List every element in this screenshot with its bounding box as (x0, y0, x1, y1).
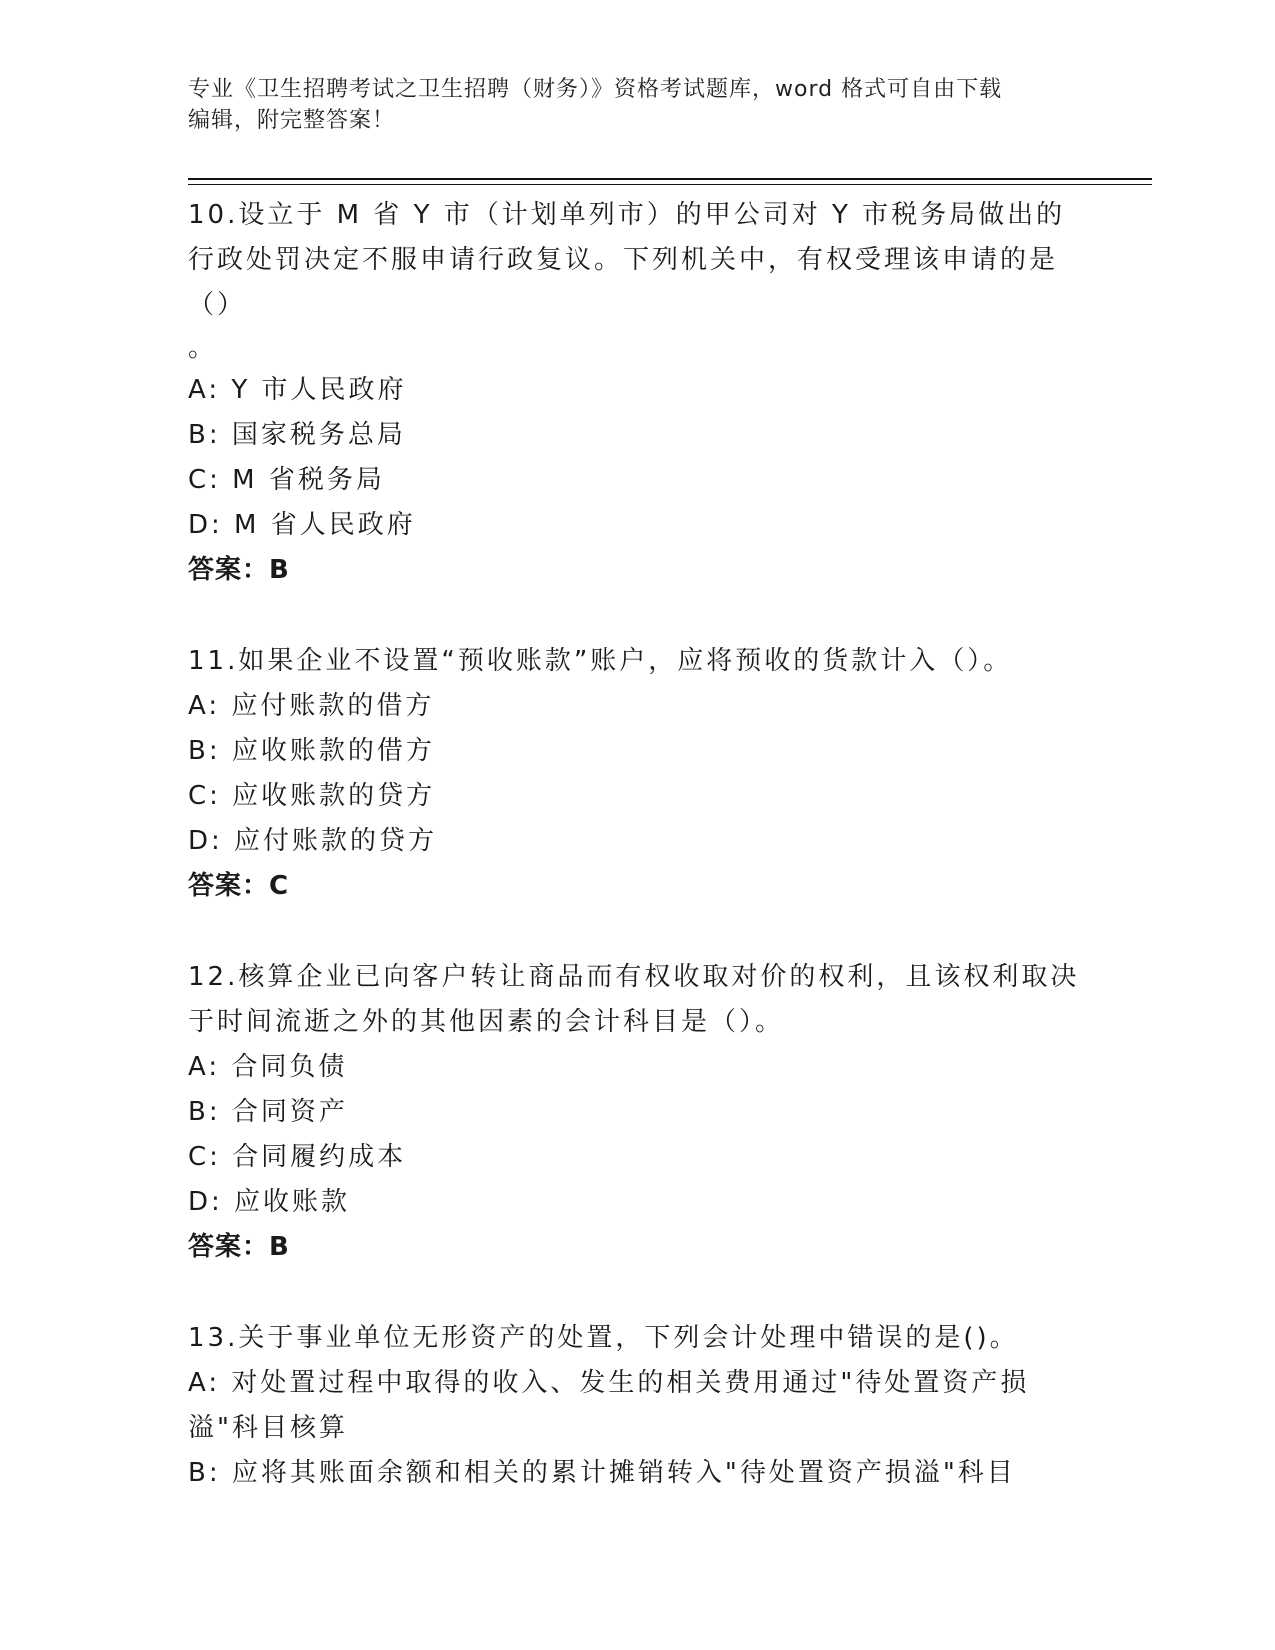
question-stem: 13.关于事业单位无形资产的处置，下列会计处理中错误的是()。 (188, 1323, 1019, 1353)
option-a: A: Y 市人民政府 (188, 375, 407, 405)
option-c: C: 应收账款的贷方 (188, 781, 436, 811)
option-a: A: 应付账款的借方 (188, 691, 435, 721)
question-stem: 12.核算企业已向客户转让商品而有权收取对价的权利，且该权利取决于时间流逝之外的其他因素的会计科目是（）。 (188, 962, 1080, 1037)
option-a: A: 对处置过程中取得的收入、发生的相关费用通过"待处置资产损溢"科目核算 (188, 1368, 1030, 1443)
question-list (188, 193, 1088, 1496)
question-stem: 11.如果企业不设置“预收账款”账户，应将预收的货款计入（）。 (188, 646, 1013, 676)
question-13 (188, 1316, 1088, 1496)
option-d: D: 应收账款 (188, 1187, 351, 1217)
header-line-1: 专业《卫生招聘考试之卫生招聘（财务）》资格考试题库，word 格式可自由下载 (188, 77, 1003, 102)
option-b: B: 国家税务总局 (188, 420, 406, 450)
option-b: B: 应收账款的借方 (188, 736, 435, 766)
option-c: C: M 省税务局 (188, 465, 385, 495)
question-10 (188, 193, 1088, 593)
option-b: B: 应将其账面余额和相关的累计摊销转入"待处置资产损溢"科目 (188, 1458, 1016, 1488)
answer: 答案：B (188, 555, 290, 585)
question-stem: 10.设立于 M 省 Y 市（计划单列市）的甲公司对 Y 市税务局做出的行政处罚决定不服申请行政复议。下列机关中，有权受理该申请的是（） (188, 200, 1066, 320)
option-b: B: 合同资产 (188, 1097, 348, 1127)
question-12 (188, 955, 1088, 1270)
header-divider-thin (188, 184, 1152, 185)
document-header (188, 74, 1088, 136)
answer: 答案：C (188, 871, 290, 901)
header-divider-thick (188, 178, 1152, 180)
answer: 答案：B (188, 1232, 290, 1262)
question-11 (188, 639, 1088, 909)
header-line-2: 编辑，附完整答案！ (188, 108, 396, 133)
option-d: D: M 省人民政府 (188, 510, 416, 540)
option-a: A: 合同负债 (188, 1052, 348, 1082)
option-d: D: 应付账款的贷方 (188, 826, 438, 856)
option-c: C: 合同履约成本 (188, 1142, 407, 1172)
question-stem-tail: 。 (188, 333, 218, 363)
